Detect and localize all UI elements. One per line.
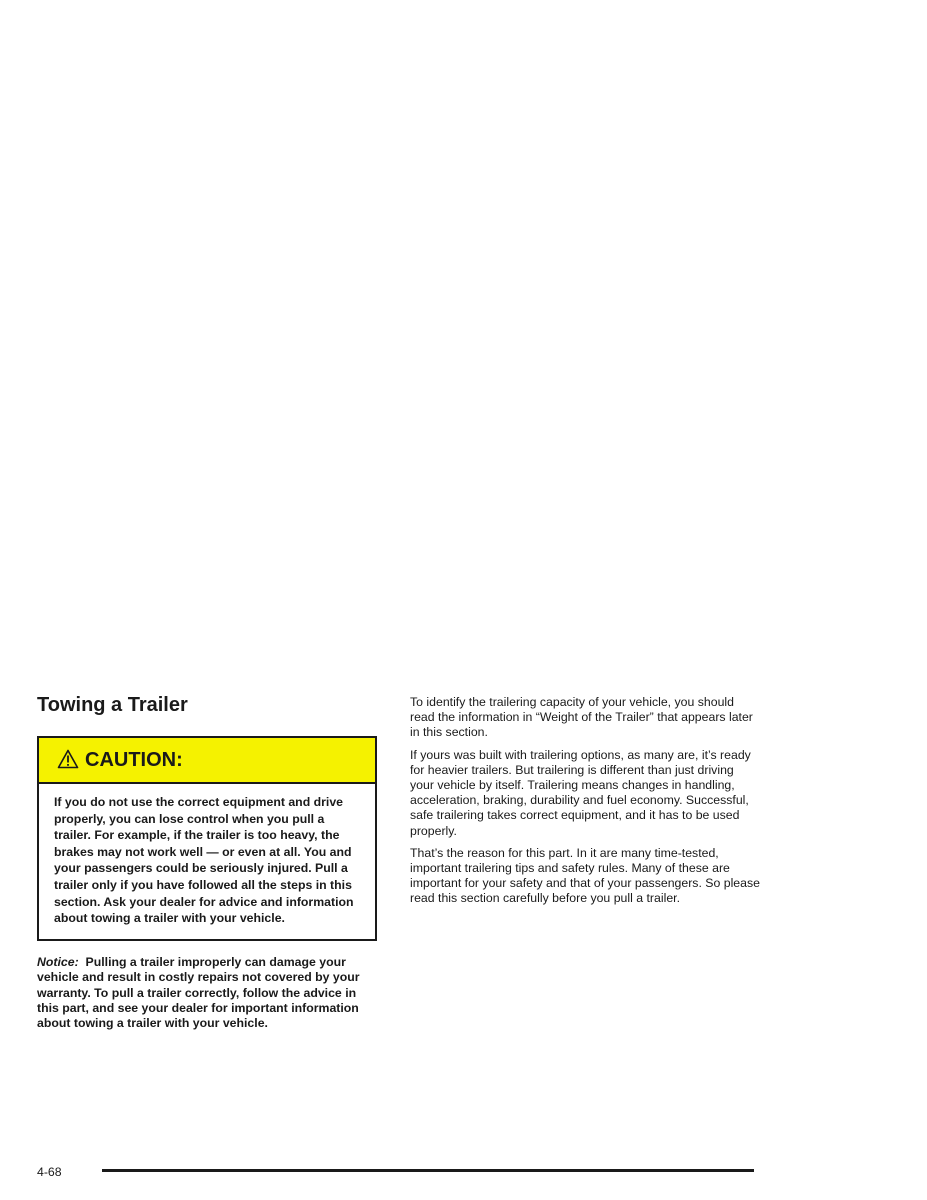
warning-triangle-icon bbox=[57, 749, 79, 769]
section-title: Towing a Trailer bbox=[37, 694, 188, 716]
caution-box bbox=[37, 736, 377, 941]
notice-label: Notice: bbox=[37, 954, 79, 969]
notice-text: Pulling a trailer improperly can damage your vehicle and result in costly repairs not covered by your warranty. To pull a trailer correctly, follow the advice in this part, and see your dealer for important information about towing a trailer with your vehicle. bbox=[37, 954, 360, 1031]
caution-header bbox=[39, 738, 375, 784]
paragraph-capacity: To identify the trailering capacity of your vehicle, you should read the information in “Weight of the Trailer” that appears later in this section. bbox=[410, 695, 753, 740]
caution-label: CAUTION: bbox=[85, 749, 183, 771]
page-number: 4-68 bbox=[37, 1165, 62, 1179]
notice-block bbox=[37, 955, 381, 1032]
paragraph-options: If yours was built with trailering options, as many are, it’s ready for heavier trailers. But trailering is different than just driving your vehicle by itself. Trailering means changes in handling, acceleration, braking, durability and fuel economy. Successful, safe trailering takes correct equipment, and it has to be used properly. bbox=[410, 747, 751, 838]
paragraph-tips: That’s the reason for this part. In it are many time-tested, important trailering tips and safety rules. Many of these are important for your safety and that of your passengers. So please read this section carefully before you pull a trailer. bbox=[410, 845, 760, 906]
left-column bbox=[37, 692, 381, 1032]
footer-rule bbox=[102, 1169, 754, 1172]
right-column bbox=[410, 695, 760, 914]
caution-body-text: If you do not use the correct equipment and drive properly, you can lose control when you pull a trailer. For example, if the trailer is too heavy, the brakes may not work well — or even at all. You and your passengers could be seriously injured. Pull a trailer only if you have followed all the steps in this section. Ask your dealer for advice and information about towing a trailer with your vehicle. bbox=[54, 795, 354, 926]
